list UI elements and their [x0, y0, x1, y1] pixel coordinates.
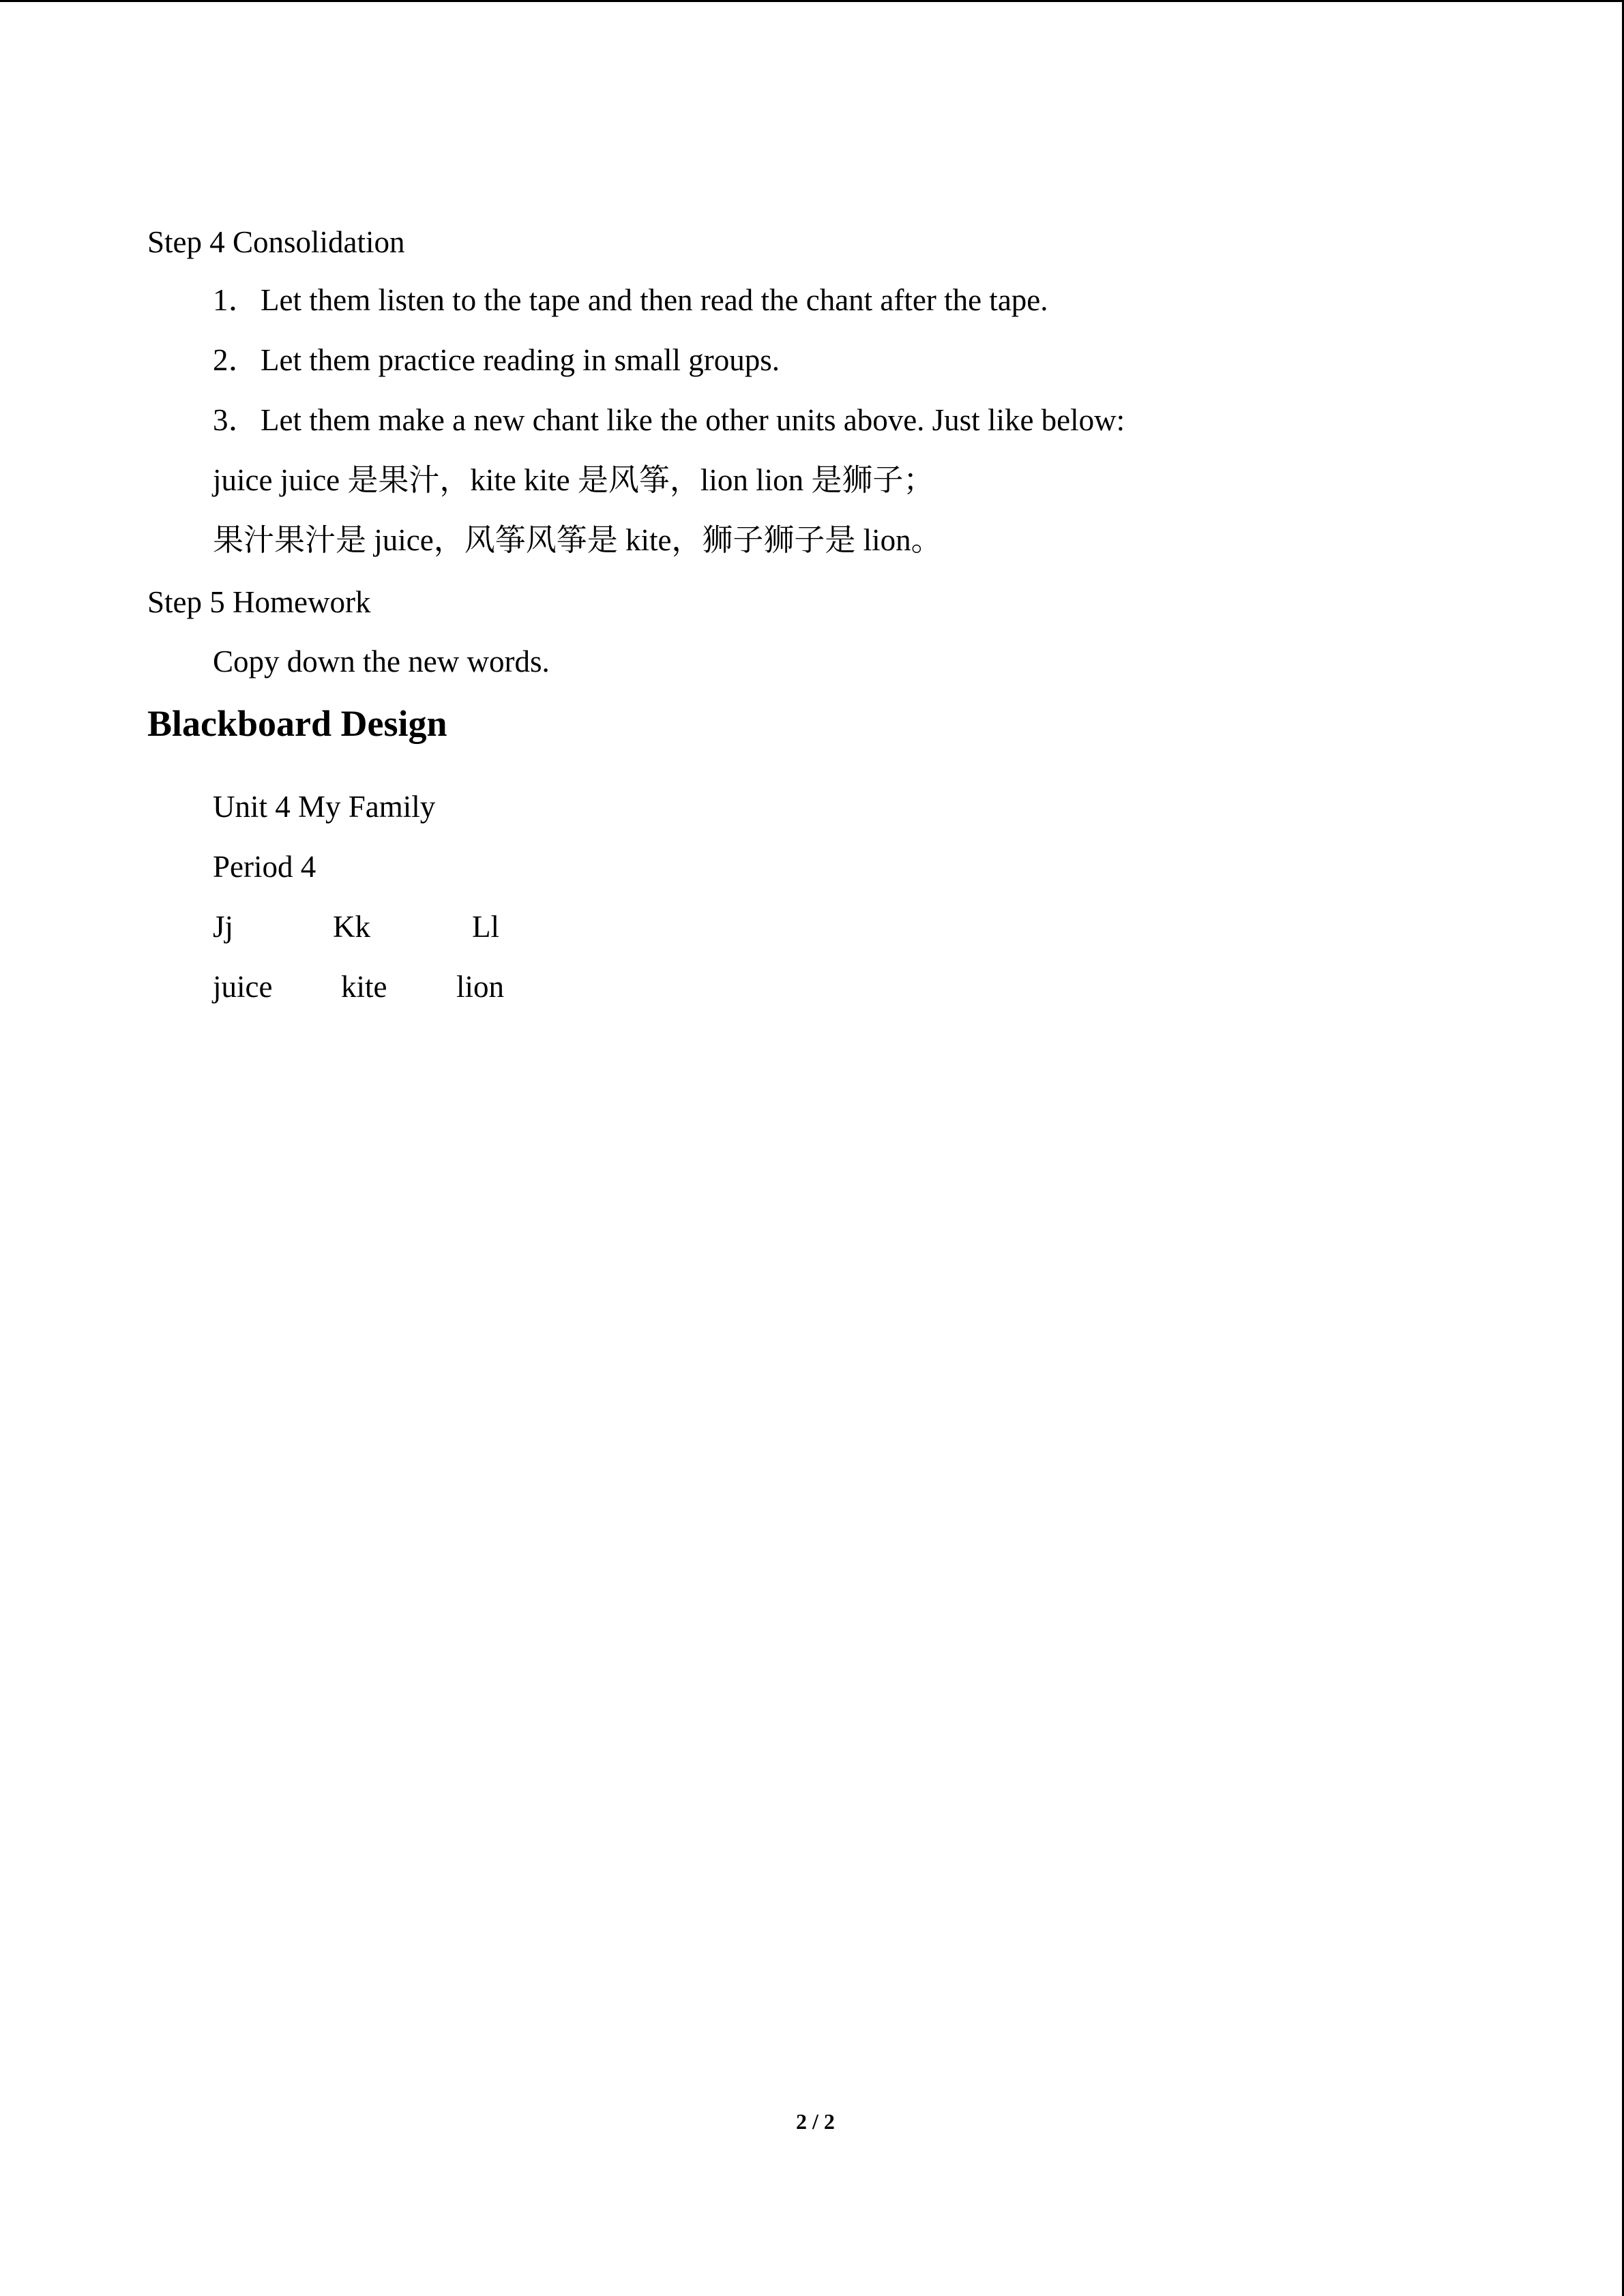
step4-item-2 [213, 345, 780, 376]
chant-line-1: juice juice 是果汁，kite kite 是风筝，lion lion 是狮子； [213, 463, 934, 497]
page-number: 2 / 2 [796, 2109, 835, 2134]
blackboard-period: Period 4 [213, 850, 316, 884]
step4-item-3 [213, 405, 1125, 436]
step4-title: Step 4 Consolidation [147, 225, 405, 259]
item-text: Let them practice reading in small groups. [261, 343, 780, 377]
blackboard-unit: Unit 4 My Family [213, 790, 436, 824]
item-text: Let them listen to the tape and then read the chant after the tape. [261, 283, 1048, 317]
item-number: 2． [213, 343, 259, 377]
item-number: 3． [213, 403, 259, 437]
blackboard-letter-l: Ll [472, 910, 499, 944]
blackboard-heading: Blackboard Design [147, 703, 447, 744]
item-text: Let them make a new chant like the other units above. Just like below: [261, 403, 1125, 437]
item-number: 1． [213, 283, 259, 317]
step5-title: Step 5 Homework [147, 585, 371, 619]
blackboard-word-kite: kite [341, 970, 387, 1004]
step5-text: Copy down the new words. [213, 644, 550, 679]
blackboard-letter-k: Kk [333, 910, 370, 944]
blackboard-word-lion: lion [456, 970, 505, 1004]
chant-line-2: 果汁果汁是 juice，风筝风筝是 kite，狮子狮子是 lion。 [213, 523, 942, 557]
step4-item-1 [213, 285, 1048, 316]
blackboard-letter-j: Jj [213, 910, 234, 944]
blackboard-word-juice: juice [213, 970, 273, 1004]
